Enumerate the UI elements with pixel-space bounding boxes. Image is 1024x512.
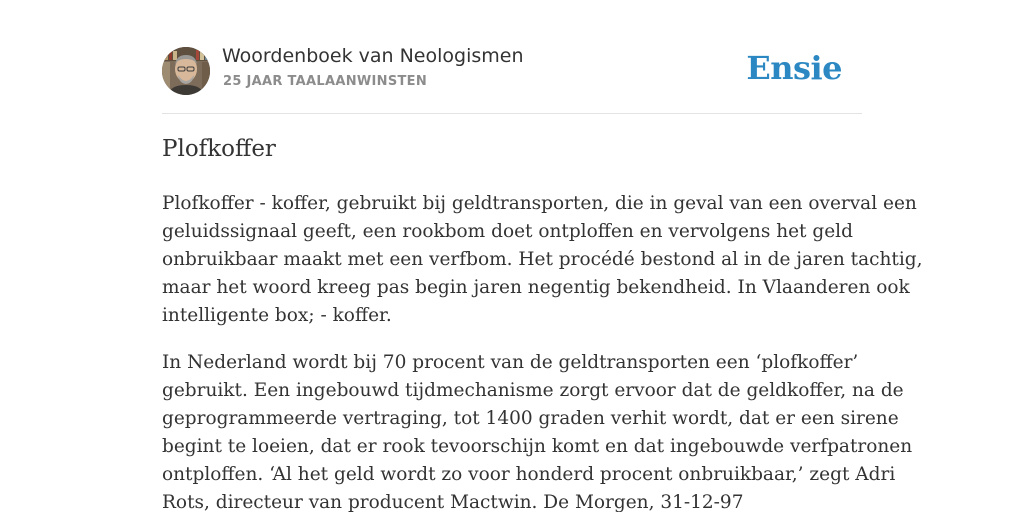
quote-line: gebruikt. Een ingebouwd tijdmechanisme zorgt ervoor dat de geldkoffer, na de — [162, 380, 904, 401]
definition-line: maar het woord kreeg pas begin jaren negentig bekendheid. In Vlaanderen ook — [162, 277, 910, 298]
quote-line: geprogrammeerde vertraging, tot 1400 graden verhit wordt, dat er een sirene — [162, 408, 899, 429]
author-avatar[interactable] — [162, 47, 210, 95]
site-header — [162, 0, 862, 114]
definition-line: geluidssignaal geeft, een rookbom doet ontploffen en vervolgens het geld — [162, 221, 853, 242]
entry-quote — [162, 349, 913, 512]
site-title-link[interactable]: Woordenboek van Neologismen — [222, 45, 524, 67]
quote-line: Rots, directeur van producent Mactwin. De Morgen, 31-12-97 — [162, 492, 744, 512]
quote-line: ontploffen. ‘Al het geld wordt zo voor honderd procent onbruikbaar,’ zegt Adri — [162, 464, 896, 485]
page — [162, 0, 923, 512]
author-avatar-photo — [162, 47, 210, 95]
definition-line: intelligente box; - koffer. — [162, 305, 392, 326]
definition-line: onbruikbaar maakt met een verfbom. Het procédé bestond al in de jaren tachtig, — [162, 249, 923, 270]
site-subtitle: 25 JAAR TAALAANWINSTEN — [223, 74, 428, 89]
quote-line: In Nederland wordt bij 70 procent van de geldtransporten een ‘plofkoffer’ — [162, 352, 859, 373]
entry-definition — [162, 190, 923, 330]
entry-title: Plofkoffer — [162, 136, 276, 162]
ensie-logo-link[interactable]: Ensie — [746, 49, 842, 87]
definition-line: Plofkoffer - koffer, gebruikt bij geldtransporten, die in geval van een overval een — [162, 193, 917, 214]
quote-line: begint te loeien, dat er rook tevoorschijn komt en dat ingebouwde verfpatronen — [162, 436, 913, 457]
